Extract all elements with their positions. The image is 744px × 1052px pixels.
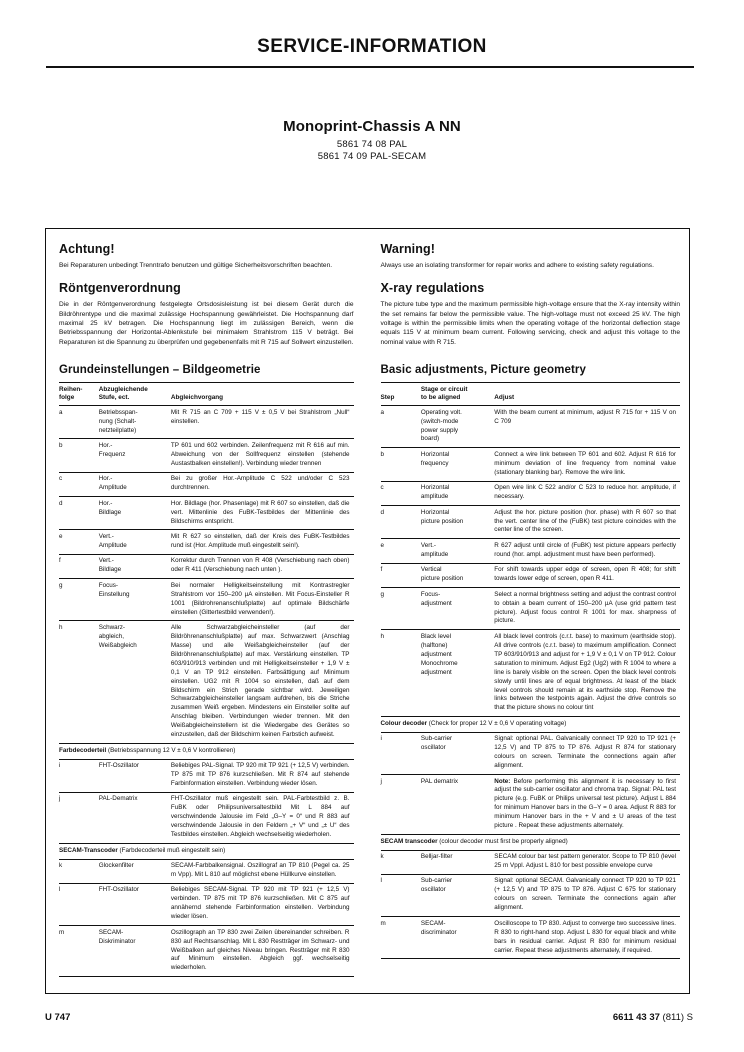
col-header-adjust: Adjust — [494, 383, 680, 406]
cell-adjust: FHT-Oszillator muß eingestellt sein. PAL-Farbtestbild z. B. FuBK oder Philipsuniversaltestbild Mit L 884 auf verschwindende Jalousie im Feld „G–Y = 0“ und R 883 auf verschwindende Jalousie in den Feldern „+ V“ und „± U“ des Testbildes einstellen. Abgleich wechselseitig wiederholen. — [171, 792, 354, 843]
table-header-row — [381, 383, 681, 406]
table-title-de: Grundeinstellungen – Bildgeometrie — [59, 364, 261, 377]
cell-adjust: Mit R 627 so einstellen, daß der Kreis des FuBK-Testbildes rund ist (Hor. Amplitude muß eingestellt sein!). — [171, 530, 354, 554]
col-header-step: Reihen- folge — [59, 383, 99, 406]
table-row — [59, 554, 354, 578]
footer-right-code — [613, 1012, 693, 1023]
table-row — [381, 448, 681, 481]
cell-stage: SECAM- Diskriminator — [99, 926, 171, 977]
table-row — [59, 759, 354, 792]
footer-revision: (811) S — [662, 1012, 693, 1023]
cell-adjust: Hor. Bildlage (hor. Phasenlage) mit R 607 so einstellen, daß die vert. Mittenlinie des FuBK-Testbildes der Mittenlinie des Bildschirms entspricht. — [171, 497, 354, 530]
cell-adjust: Mit R 715 an C 709 + 115 V ± 0,5 V bei Strahlstrom „Null“ einstellen. — [171, 406, 354, 439]
cell-stage: Vert.- Bildlage — [99, 554, 171, 578]
table-row — [59, 621, 354, 744]
cell-stage: Belljar-filter — [421, 850, 494, 874]
cell-stage: PAL-Dematrix — [99, 792, 171, 843]
subheading-secam-transcoder — [381, 835, 681, 850]
table-row — [59, 579, 354, 621]
cell-stage: Hor.- Frequenz — [99, 439, 171, 472]
cell-step: c — [59, 472, 99, 496]
cell-adjust: Beliebiges PAL-Signal. TP 920 mit TP 921 (+ 12,5 V) verbinden. TP 875 mit TP 876 kurzschließen. Mit R 874 auf stehende Farbinformation einstellen. Verbindung wieder lösen. — [171, 759, 354, 792]
cell-adjust: TP 601 und 602 verbinden. Zeilenfrequenz mit R 616 auf min. Abweichung von der Sollfrequenz einstellen (stehende Austastbalken einstellen!). Verbindung wieder trennen — [171, 439, 354, 472]
cell-step: a — [381, 406, 421, 448]
table-row — [59, 439, 354, 472]
cell-step: k — [381, 850, 421, 874]
xray-body-en: The picture tube type and the maximum permissible high-voltage ensure that the X-ray intensity within the set remains far below the permissible value. The high-voltage must not exceed 25 kV. The high voltage is within the permissible limits when the operating voltage of the horizontal deflection stage equals 115 V at minimum beam current. Following servicing, check and adjust this voltage to the nominal value with R 715. — [380, 301, 680, 346]
cell-adjust: All black level controls (c.r.t. base) to maximum (earthside stop). All drive controls (c.r.t. base) to maximum amplification. Connect TP 603/910/913 and adjust for + 1,9 V ± 0,1 V on TP 912. Colour saturation to minimum. Adjust Eg2 (Ug2) with R 1004 to where a line is barely visible on the screen. Open the black level controls slowly until lines are of equal brightness. At least of the black level controls should remain at its earthside stop. Remove the links between the testpoints again. Adjust the drive controls so that the picture shows no colour tint — [494, 630, 680, 717]
table-head-en — [381, 383, 681, 406]
col-header-stage: Abzugleichende Stufe, ect. — [99, 383, 171, 406]
section-subheading: SECAM-Transcoder (Farbdecoderteil muß eingestellt sein) — [59, 844, 354, 859]
col-header-stage: Stage or circuit to be aligned — [421, 383, 494, 406]
cell-adjust: SECAM colour bar test pattern generator. Scope to TP 810 (level 25 m Vppl. Adjust L 810 for best possible envelope curve — [494, 850, 680, 874]
cell-adjust: Note: Before performing this alignment it is necessary to first adjust the sub-carrier oscillator and chroma trap. Signal: PAL test picture (e.g. FuBK or Philips universal test picture). Adjust L 884 for minimum Hanover bars in the G–Y = 0 area. Adjust R 883 for minimum Hanover bars in the + V and ± U areas of the test picture . Repeat these adjustments alternately. — [494, 775, 680, 835]
cell-stage: Operating volt. (switch-mode power supply board) — [421, 406, 494, 448]
cell-stage: FHT-Oszillator — [99, 883, 171, 925]
cell-stage: Vert.- Amplitude — [99, 530, 171, 554]
cell-adjust: Bei normaler Helligkeitseinstellung mit Kontrastregler Strahlstrom vor 150–200 µA einstellen. Mit Focus-Einsteller R 1001 (Bildrohrenanschlußplatte) auf optimale Bildschärfe einstellen (Gittertestbild verwenden!). — [171, 579, 354, 621]
xray-title-en: X-ray regulations — [380, 281, 485, 296]
cell-stage: Hor.- Amplitude — [99, 472, 171, 496]
cell-stage: Vertical picture position — [421, 563, 494, 587]
document-footer — [45, 1012, 693, 1023]
table-row — [381, 775, 681, 835]
cell-stage: PAL dematrix — [421, 775, 494, 835]
cell-stage: Focus- adjustment — [421, 588, 494, 630]
cell-stage: Sub-carrier oscillator — [421, 732, 494, 774]
table-row — [381, 588, 681, 630]
cell-stage: Black level (halftone) adjustment Monochrome adjustment — [421, 630, 494, 717]
cell-step: m — [381, 917, 421, 959]
cell-step: d — [59, 497, 99, 530]
notice-title-de: Achtung! — [59, 242, 115, 256]
table-row — [59, 792, 354, 843]
cell-adjust: R 627 adjust until circle of (FuBK) test picture appears perfectly round (hor. ampl. adjustment must have been performed). — [494, 539, 680, 563]
cell-stage: FHT-Oszillator — [99, 759, 171, 792]
section-subheading: Farbdecoderteil (Betriebsspannung 12 V ± 0,6 V kontrollieren) — [59, 744, 354, 759]
notice-body-de: Bei Reparaturen unbedingt Trenntrafo benutzen und gültige Sicherheitsvorschriften beachten. — [59, 262, 333, 269]
cell-stage: Schwarz- abgleich, Weißabgleich — [99, 621, 171, 744]
cell-adjust: Bei zu großer Hor.-Amplitude C 522 und/oder C 523 durchtrennen. — [171, 472, 354, 496]
table-row — [381, 917, 681, 959]
table-row — [59, 883, 354, 925]
table-head-de — [59, 383, 354, 406]
cell-adjust: SECAM-Farbbalkensignal. Oszillograf an TP 810 (Pegel ca. 25 m Vpp). Mit L 810 auf möglichst ebene Hüllkurve einstellen. — [171, 859, 354, 883]
document-header — [0, 36, 744, 58]
cell-step: l — [59, 883, 99, 925]
table-row — [381, 506, 681, 539]
table-title-en: Basic adjustments, Picture geometry — [380, 364, 586, 377]
cell-adjust: Oscilloscope to TP 830. Adjust to converge two successive lines. R 830 to right-hand stop. Adjust L 830 for equal black and white bars in residual carrier. Adjust R 830 for minimum residual carrier. Repeat these adjustments alternately, if required. — [494, 917, 680, 959]
adjustments-table-de — [59, 382, 354, 977]
cell-step: k — [59, 859, 99, 883]
chassis-name: Monoprint-Chassis A NN — [283, 118, 461, 135]
xray-title-de: Röntgenverordnung — [59, 281, 181, 296]
cell-step: e — [59, 530, 99, 554]
subheading-secam-transcoder — [59, 844, 354, 859]
xray-body-de: Die in der Röntgenverordnung festgelegte Ortsdosisleistung ist bei diesem Gerät durch die Bildröhrentype und die maximal zulässige Hochspannung gewährleistet. Die Hochspannung darf maximal 25 kV betragen. Die Hochspannung liegt im zulässigen Bereich, wenn die Betriebsspannung der Horizontal-Ablenkstufe bei minimalem Strahlstrom 115 V beträgt. Bei Reparaturen ist die Spannung zu überprüfen und gegebenenfalls mit R 715 auf Sollwert einzustellen. — [59, 301, 354, 346]
table-row — [381, 850, 681, 874]
cell-step: f — [59, 554, 99, 578]
table-row — [381, 539, 681, 563]
header-rule — [46, 66, 694, 68]
cell-step: j — [381, 775, 421, 835]
cell-step: m — [59, 926, 99, 977]
cell-step: f — [381, 563, 421, 587]
section-subheading: SECAM transcoder (colour decoder must first be properly aligned) — [381, 835, 681, 850]
cell-stage: Focus- Einstellung — [99, 579, 171, 621]
cell-stage: Horizontal amplitude — [421, 481, 494, 505]
table-row — [381, 732, 681, 774]
table-row — [381, 406, 681, 448]
cell-step: h — [59, 621, 99, 744]
cell-step: e — [381, 539, 421, 563]
cell-step: l — [381, 874, 421, 916]
table-row — [59, 497, 354, 530]
column-english — [368, 228, 691, 994]
cell-adjust: Adjust the hor. picture position (hor. phase) with R 607 so that the vert. center line of the (FuBK) test picture coincides with the center line of the screen. — [494, 506, 680, 539]
cell-step: i — [381, 732, 421, 774]
cell-step: h — [381, 630, 421, 717]
col-header-adjust: Abgleichvorgang — [171, 383, 354, 406]
table-row — [381, 481, 681, 505]
cell-step: j — [59, 792, 99, 843]
column-german — [45, 228, 368, 994]
chassis-code-pal: 5861 74 08 PAL — [336, 139, 408, 150]
cell-adjust: Oszillograph an TP 830 zwei Zeilen übereinander schreiben. R 830 auf Rechtsanschlag. Mit L 830 Restträger im Schwarz- und Weißbalken auf gleiches Niveau bringen. Restträger mit R 830 auf Minimum einstellen. Abgleich ggf. wechselseitig wiederholen. — [171, 926, 354, 977]
table-body-de — [59, 406, 354, 977]
cell-adjust: With the beam current at minimum, adjust R 715 for + 115 V on C 709 — [494, 406, 680, 448]
cell-adjust: Open wire link C 522 and/or C 523 to reduce hor. amplitude, if necessary. — [494, 481, 680, 505]
cell-stage: Vert.- amplitude — [421, 539, 494, 563]
col-header-step: Step — [381, 383, 421, 406]
cell-stage: Horizontal frequency — [421, 448, 494, 481]
table-row — [59, 472, 354, 496]
table-row — [381, 874, 681, 916]
cell-adjust: For shift towards upper edge of screen, open R 408; for shift towards lower edge of screen, open R 411. — [494, 563, 680, 587]
cell-stage: Horizontal picture position — [421, 506, 494, 539]
cell-step: g — [59, 579, 99, 621]
table-row — [381, 563, 681, 587]
section-subheading: Colour decoder (Check for proper 12 V ± 0,6 V operating voltage) — [381, 717, 681, 732]
adjustments-table-en — [381, 382, 681, 959]
cell-step: d — [381, 506, 421, 539]
cell-adjust: Connect a wire link between TP 601 and 602. Adjust R 616 for minimum deviation of line frequency from nominal value (stationary blanking bar). Remove the wire link. — [494, 448, 680, 481]
cell-step: b — [59, 439, 99, 472]
table-header-row — [59, 383, 354, 406]
page-title: SERVICE-INFORMATION — [257, 36, 487, 57]
cell-step: b — [381, 448, 421, 481]
subheading-colour-decoder — [381, 717, 681, 732]
notice-body-en: Always use an isolating transformer for repair works and adhere to existing safety regulations. — [380, 262, 654, 269]
footer-left-code: U 747 — [45, 1012, 71, 1023]
cell-stage: Glockenfilter — [99, 859, 171, 883]
cell-adjust: Signal: optional PAL. Galvanically connect TP 920 to TP 921 (+ 12,5 V) and TP 875 to TP 876. Adjust R 874 for stationary colours on screen. Terminate the connections again after alignment. — [494, 732, 680, 774]
cell-stage: SECAM- discriminator — [421, 917, 494, 959]
cell-step: i — [59, 759, 99, 792]
table-body-en — [381, 406, 681, 959]
table-row — [381, 630, 681, 717]
cell-stage: Hor.- Bildlage — [99, 497, 171, 530]
table-row — [59, 406, 354, 439]
cell-adjust: Korrektur durch Trennen von R 408 (Verschiebung nach oben) oder R 411 (Verschiebung nach unten ). — [171, 554, 354, 578]
cell-adjust: Alle Schwarzabgleicheinsteller (auf der Bildröhrenanschlußplatte) auf max. Schwarzwert (Anschlag Masse) und alle Weißabgleicheinsteller (auf der Bildröhrenanschlußplatte) auf max. Verstärkung einstellen. TP 603/910/913 verbinden und mit Helligkeitseinsteller + 1,9 V ± 0,1 V an TP 912 einstellen. Farbsättigung auf Minimum einstellen. UG2 mit R 1004 so einstellen, daß auf dem Bildschirm ein Strich gerade sichtbar wird. Jeweiligen Schwarzabgleicheinsteller langsam aufdrehen, bis die Striche zusammen Weiß ergeben. Mindestens ein Einsteller sollte auf Anschlag bleiben. Verbindungen wieder trennen. Mit den Weißabgleicheinstellern ist die Wiedergabe des Gerätes so einzustellen, daß der Bildschirm keinen Farbstich aufweist. — [171, 621, 354, 744]
cell-step: c — [381, 481, 421, 505]
table-row — [59, 859, 354, 883]
chassis-code-pal-secam: 5861 74 09 PAL-SECAM — [317, 151, 427, 162]
content-columns — [45, 228, 690, 994]
table-row — [59, 530, 354, 554]
footer-part-number: 6611 43 37 — [612, 1012, 660, 1023]
cell-adjust: Select a normal brightness setting and adjust the contrast control to obtain a beam current of 150–200 µA (use grid pattern test picture). Adjust focus control R 1001 for max. sharpness of picture. — [494, 588, 680, 630]
cell-adjust: Beliebiges SECAM-Signal. TP 920 mit TP 921 (+ 12,5 V) verbinden. TP 875 mit TP 876 kurzschließen. Mit C 875 auf annähernd stehende Farbinformation einstellen. Verbindung wieder lösen. — [171, 883, 354, 925]
cell-step: g — [381, 588, 421, 630]
cell-stage: Betriebsspan- nung (Schalt- netzteilplatte) — [99, 406, 171, 439]
cell-adjust: Signal: optional SECAM. Galvanically connect TP 920 to TP 921 (+ 12,5 V) and TP 875 to TP 876. Adjust C 675 for stationary colours on screen. Terminate the connections again after alignment. — [494, 874, 680, 916]
cell-stage: Sub-carrier oscillator — [421, 874, 494, 916]
table-row — [59, 926, 354, 977]
notice-title-en: Warning! — [380, 242, 435, 256]
subheading-colour-decoder — [59, 744, 354, 759]
chassis-title-block — [0, 118, 744, 162]
cell-step: a — [59, 406, 99, 439]
